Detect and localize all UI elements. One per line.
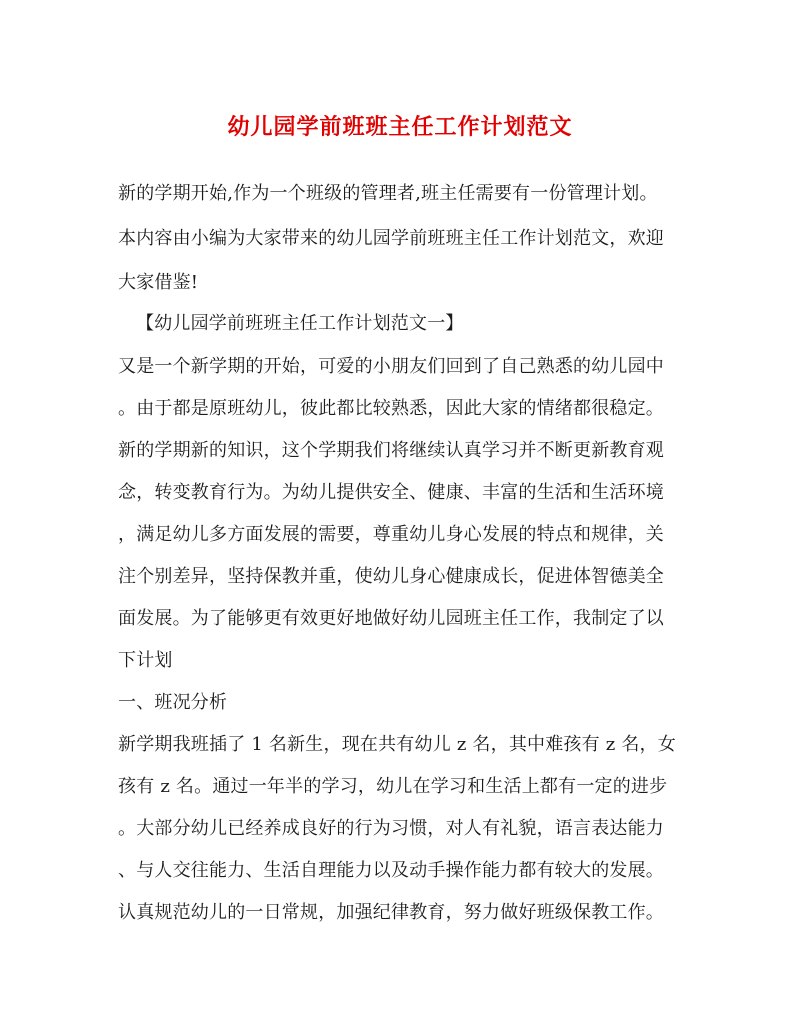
paragraph-line: 念，转变教育行为。为幼儿提供安全、健康、丰富的生活和生活环境 [118, 482, 664, 503]
section-heading: 【幼儿园学前班班主任工作计划范文一】 [136, 313, 464, 334]
paragraph-line: 新的学期新的知识，这个学期我们将继续认真学习并不断更新教育观 [118, 440, 664, 461]
paragraph-line: 、与人交往能力、生活自理能力以及动手操作能力都有较大的发展。 [118, 860, 664, 881]
paragraph-line: 认真规范幼儿的一日常规，加强纪律教育，努力做好班级保教工作。 [118, 902, 664, 923]
paragraph-line: 新学期我班插了 1 名新生，现在共有幼儿 z 名，其中难孩有 z 名，女 [118, 734, 676, 755]
section-heading: 一、班况分析 [118, 692, 228, 713]
document-title: 幼儿园学前班班主任工作计划范文 [227, 114, 573, 140]
paragraph-line: ，满足幼儿多方面发展的需要，尊重幼儿身心发展的特点和规律，关 [118, 524, 664, 545]
paragraph-line: 注个别差异，坚持保教并重，使幼儿身心健康成长，促进体智德美全 [118, 566, 664, 587]
paragraph-line: 下计划 [118, 650, 173, 671]
paragraph-line: 又是一个新学期的开始，可爱的小朋友们回到了自己熟悉的幼儿园中 [118, 356, 664, 377]
paragraph-line: 大家借鉴! [118, 272, 199, 293]
paragraph-line: 面发展。为了能够更有效更好地做好幼儿园班主任工作，我制定了以 [118, 608, 664, 629]
paragraph-line: 孩有 z 名。通过一年半的学习，幼儿在学习和生活上都有一定的进步 [118, 776, 668, 797]
paragraph-line: 。大部分幼儿已经养成良好的行为习惯，对人有礼貌，语言表达能力 [118, 818, 664, 839]
paragraph-line: 。由于都是原班幼儿，彼此都比较熟悉，因此大家的情绪都很稳定。 [118, 398, 664, 419]
paragraph-line: 本内容由小编为大家带来的幼儿园学前班班主任工作计划范文，欢迎 [118, 228, 664, 249]
paragraph-line: 新的学期开始,作为一个班级的管理者,班主任需要有一份管理计划。 [118, 183, 658, 204]
